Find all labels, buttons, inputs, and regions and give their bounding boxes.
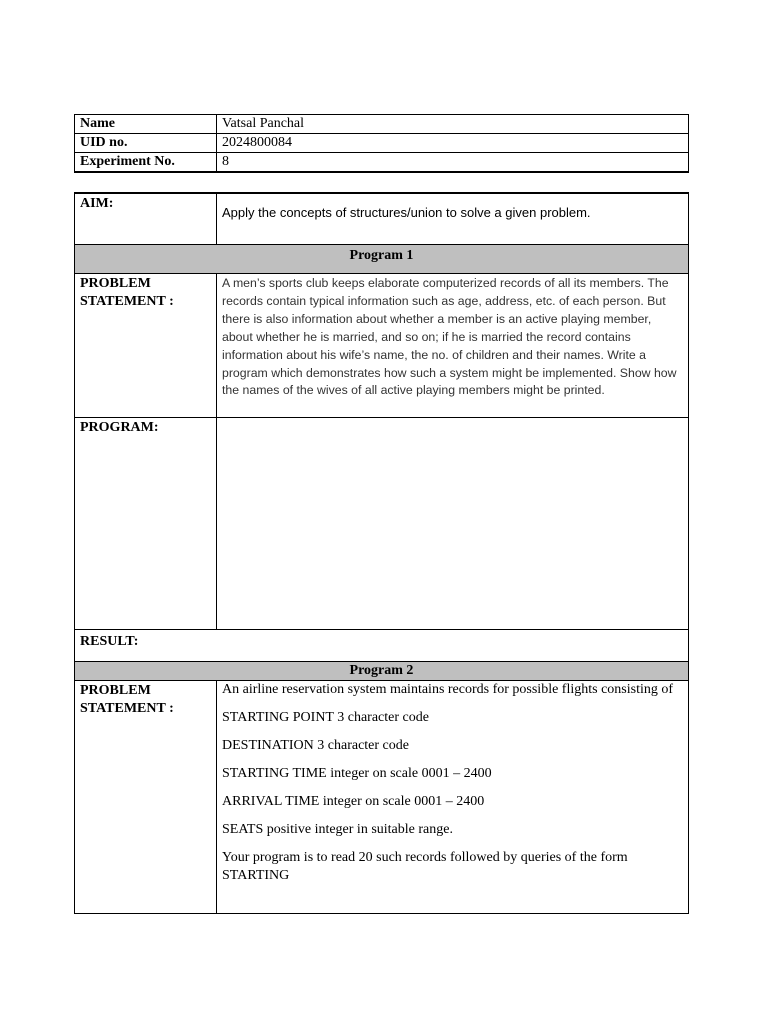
program2-problem-row: [75, 681, 689, 914]
program2-problem-cell: [217, 681, 689, 914]
aim-label-text: AIM:: [80, 196, 114, 211]
problem-label-line1: PROBLEM: [80, 276, 151, 291]
program2-paragraph: STARTING TIME integer on scale 0001 – 2400: [222, 766, 492, 781]
program1-problem-row: [75, 274, 689, 418]
program2-paragraph: Your program is to read 20 such records followed by queries of the form STARTING: [222, 850, 628, 883]
program2-paragraph: ARRIVAL TIME integer on scale 0001 – 2400: [222, 794, 485, 809]
program1-program-row: [75, 418, 689, 630]
program2-heading: Program 2: [75, 662, 689, 681]
program1-result-row: [75, 630, 689, 662]
program-code-area: [217, 418, 689, 630]
name-label: Name: [75, 115, 217, 134]
name-value: Vatsal Panchal: [217, 115, 689, 134]
program-label-cell: [75, 418, 217, 630]
aim-text: Apply the concepts of structures/union to solve a given problem.: [222, 205, 591, 220]
program2-paragraph: DESTINATION 3 character code: [222, 738, 409, 753]
program2-heading-row: [75, 662, 689, 681]
program1-heading: Program 1: [75, 245, 689, 274]
problem-label-line2: STATEMENT :: [80, 701, 174, 716]
program2-paragraph: STARTING POINT 3 character code: [222, 710, 429, 725]
program2-paragraph: SEATS positive integer in suitable range.: [222, 822, 453, 837]
uid-value: 2024800084: [217, 134, 689, 153]
aim-row: [75, 193, 689, 245]
program1-problem-label: [75, 274, 217, 418]
program1-heading-row: [75, 245, 689, 274]
result-label: RESULT:: [75, 630, 689, 662]
experiment-table: [74, 192, 689, 914]
aim-cell: [217, 193, 689, 245]
uid-row: [75, 134, 689, 153]
experiment-value: 8: [217, 153, 689, 173]
problem-label-line2: STATEMENT :: [80, 294, 174, 309]
program2-problem-label: [75, 681, 217, 914]
student-info-table: [74, 114, 689, 173]
name-row: [75, 115, 689, 134]
experiment-label: Experiment No.: [75, 153, 217, 173]
aim-label: [75, 193, 217, 245]
program1-problem-cell: [217, 274, 689, 418]
program-label: PROGRAM:: [80, 420, 159, 435]
program2-paragraph: An airline reservation system maintains records for possible flights consisting of: [222, 682, 674, 697]
experiment-row: [75, 153, 689, 173]
problem-label-line1: PROBLEM: [80, 683, 151, 698]
program1-problem-text: A men’s sports club keeps elaborate computerized records of all its members. The records contain typical information such as age, address, etc. of each person. But there is also information about whether a member is an active playing member, about whether he is married, and so on; if he is married the record contains information about his wife’s name, the no. of children and their names. Write a program which demonstrates how such a system might be implemented. Show how the names of the wives of all active playing members might be printed.: [222, 276, 677, 398]
uid-label: UID no.: [75, 134, 217, 153]
